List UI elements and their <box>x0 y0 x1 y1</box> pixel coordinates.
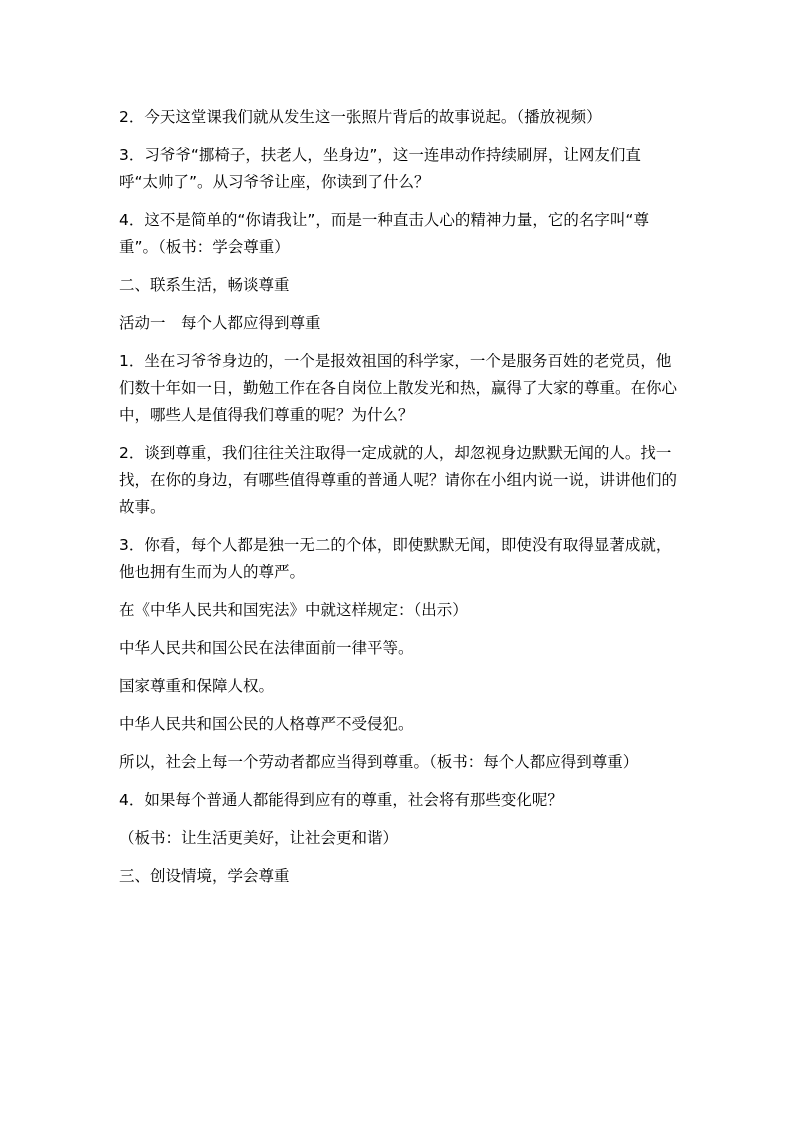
constitution-clause-2: 国家尊重和保障人权。 <box>119 677 275 695</box>
section-heading-3: 三、创设情境，学会尊重 <box>119 867 290 885</box>
document-page <box>119 104 679 901</box>
constitution-intro: 在《中华人民共和国宪法》中就这样规定：（出示） <box>119 601 468 619</box>
activity-item-4: 4．如果每个普通人都能得到应有的尊重，社会将有那些变化呢？ <box>119 791 563 809</box>
activity-item-2: 2．谈到尊重，我们往往关注取得一定成就的人，却忽视身边默默无闻的人。找一找，在你的身边，有哪些值得尊重的普通人呢？请你在小组内说一说，讲讲他们的故事。 <box>119 444 678 516</box>
constitution-clause-3: 中华人民共和国公民的人格尊严不受侵犯。 <box>119 715 414 733</box>
board-note: （板书：让生活更美好，让社会更和谐） <box>119 829 399 847</box>
activity-heading-1: 活动一 每个人都应得到尊重 <box>119 314 321 332</box>
section-heading-2: 二、联系生活，畅谈尊重 <box>119 276 290 294</box>
activity-item-1: 1．坐在习爷爷身边的，一个是报效祖国的科学家，一个是服务百姓的老党员，他们数十年如一日，勤勉工作在各自岗位上散发光和热，赢得了大家的尊重。在你心中，哪些人是值得我们尊重的呢？为什么？ <box>119 352 678 424</box>
constitution-clause-1: 中华人民共和国公民在法律面前一律平等。 <box>119 639 414 657</box>
paragraph-step-2: 2．今天这堂课我们就从发生这一张照片背后的故事说起。（播放视频） <box>119 108 602 126</box>
paragraph-step-3: 3．习爷爷“挪椅子，扶老人，坐身边”，这一连串动作持续刷屏，让网友们直呼“太帅了”。从习爷爷让座，你读到了什么？ <box>119 146 641 191</box>
activity-item-3: 3．你看，每个人都是独一无二的个体，即使默默无闻，即使没有取得显著成就，他也拥有生而为人的尊严。 <box>119 536 672 581</box>
paragraph-step-4: 4．这不是简单的“你请我让”，而是一种直击人心的精神力量，它的名字叫“尊重”。（板书：学会尊重） <box>119 211 649 256</box>
conclusion-paragraph: 所以，社会上每一个劳动者都应当得到尊重。（板书：每个人都应得到尊重） <box>119 753 639 771</box>
